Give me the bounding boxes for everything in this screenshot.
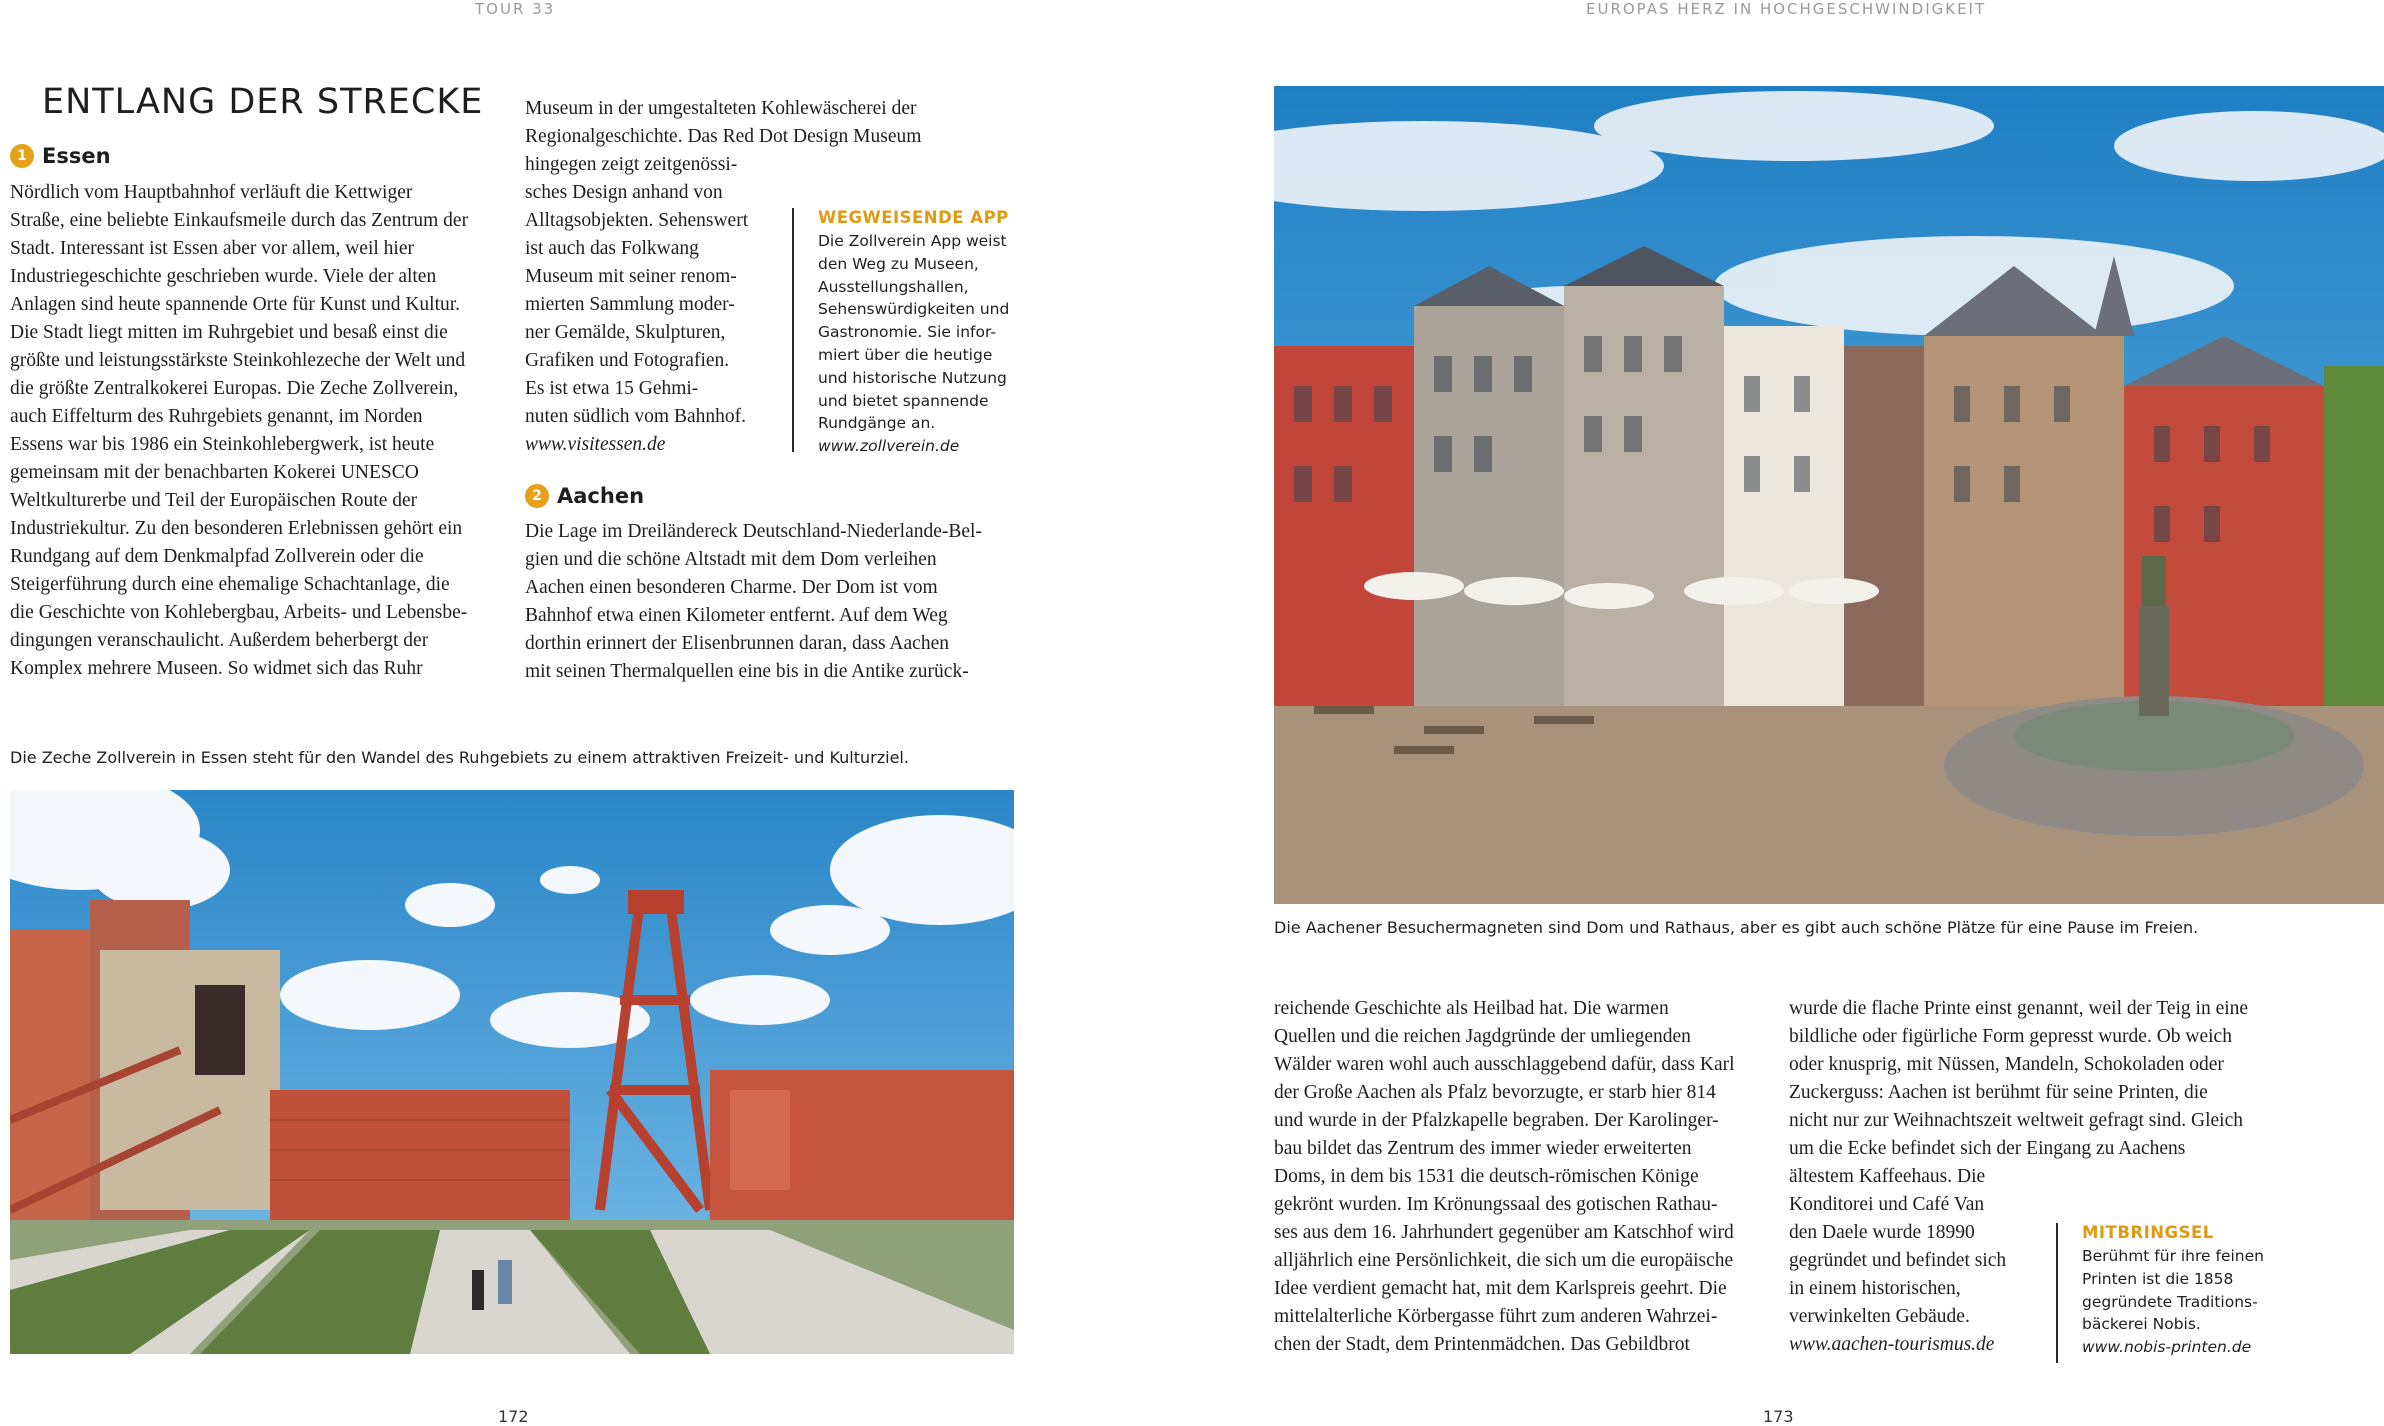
text-line: Industriegeschichte geschrieben wurde. Viele der alten [10,266,437,287]
text-line: ses aus dem 16. Jahrhundert gegenüber am Katschhof wird [1274,1222,1734,1243]
app-infobox-title: WEGWEISENDE APP [818,208,1009,227]
app-infobox [792,208,1010,456]
text-line: Nördlich vom Hauptbahnhof verläuft die Kettwiger [10,182,413,203]
aachen-body-text-column-1 [1274,995,1735,1359]
text-line: den Weg zu Museen, [818,254,979,273]
text-line: gekrönt wurden. Im Krönungssaal des gotischen Rathau- [1274,1194,1718,1215]
aachen-number-badge: 2 [525,484,549,508]
text-line: mittelalterliche Körbergasse führt zum anderen Wahrzei- [1274,1306,1718,1327]
website-link[interactable]: www.visitessen.de [525,434,666,455]
text-line: chen der Stadt, dem Printenmädchen. Das Gebildbrot [1274,1334,1690,1355]
text-line: die Geschichte von Kohlebergbau, Arbeits- und Lebensbe- [10,602,468,623]
text-line: Wälder waren wohl auch ausschlaggebend dafür, dass Karl [1274,1054,1735,1075]
text-line: bäckerei Nobis. [2082,1315,2201,1334]
text-line: der Große Aachen als Pfalz bevorzugte, er starb hier 814 [1274,1082,1716,1103]
page-number-right: 173 [1763,1407,1794,1426]
text-line: Rundgang auf dem Denkmalpfad Zollverein oder die [10,546,424,567]
text-line: Doms, in dem bis 1531 die deutsch-römischen Könige [1274,1166,1699,1187]
aachen-heading [525,484,644,508]
text-line: ist auch das Folkwang [525,238,699,259]
aachen-title: Aachen [557,484,645,508]
text-line: Aachen einen besonderen Charme. Der Dom ist vom [525,577,938,598]
text-line: gegründet und befindet sich [1789,1250,2007,1271]
text-line: Ausstellungshallen, [818,277,969,296]
text-line: Konditorei und Café Van [1789,1194,1985,1215]
text-line: Steigerführung durch eine ehemalige Schachtanlage, die [10,574,450,595]
text-line: gegründete Traditions- [2082,1292,2258,1311]
text-line: bau bildet das Zentrum des immer wieder erweiterten [1274,1138,1692,1159]
text-line: hingegen zeigt zeitgenössi- [525,154,738,175]
text-line: Es ist etwa 15 Gehmi- [525,378,699,399]
text-line: Gastronomie. Sie infor- [818,323,996,342]
text-line: wurde die flache Printe einst genannt, weil der Teig in eine [1789,998,2249,1019]
running-head-right: EUROPAS HERZ IN HOCHGESCHWINDIGKEIT [1586,0,1987,18]
essen-heading [10,144,111,168]
text-line: den Daele wurde 18990 [1789,1222,1975,1243]
text-line: nicht nur zur Weihnachtszeit weltweit gefragt sind. Gleich [1789,1110,2244,1131]
website-link[interactable]: www.zollverein.de [818,437,960,456]
essen-title: Essen [42,144,111,168]
text-line: Grafiken und Fotografien. [525,350,730,371]
website-link[interactable]: www.aachen-tourismus.de [1789,1334,1995,1355]
text-line: oder knusprig, mit Nüssen, Mandeln, Schokoladen oder [1789,1054,2224,1075]
souvenir-infobox [2056,1223,2264,1363]
text-line: miert über die heutige [818,345,993,364]
text-line: Straße, eine beliebte Einkaufsmeile durch das Zentrum der [10,210,469,231]
text-line: die größte Zentralkokerei Europas. Die Zeche Zollverein, [10,378,459,399]
text-line: Printen ist die 1858 [2082,1269,2234,1288]
text-line: um die Ecke befindet sich der Eingang zu Aachens [1789,1138,2186,1159]
aachen-market-photo [1274,86,2384,904]
app-infobox-text [818,230,1009,458]
text-line: und bietet spannende [818,391,989,410]
text-line: Alltagsobjekten. Sehenswert [525,210,749,231]
text-line: Bahnhof etwa einen Kilometer entfernt. Auf dem Weg [525,605,948,626]
text-line: gien und die schöne Altstadt mit dem Dom verleihen [525,549,937,570]
text-line: Essens war bis 1986 ein Steinkohlebergwerk, ist heute [10,434,435,455]
zollverein-photo-caption: Die Zeche Zollverein in Essen steht für den Wandel des Ruhgebiets zu einem attraktiven Freizeit- und Kulturziel. [10,748,909,767]
text-line: größte und leistungsstärkste Steinkohlezeche der Welt und [10,350,466,371]
souvenir-infobox-title: MITBRINGSEL [2082,1223,2214,1242]
text-line: dingungen veranschaulicht. Außerdem beherbergt der [10,630,429,651]
page-number-left: 172 [498,1407,529,1426]
text-line: Berühmt für ihre feinen [2082,1247,2264,1265]
text-line: Die Lage im Dreiländereck Deutschland-Niederlande-Bel- [525,521,982,542]
text-line: gemeinsam mit der benachbarten Kokerei UNESCO [10,462,419,483]
text-line: sches Design anhand von [525,182,723,203]
aachen-photo-caption: Die Aachener Besuchermagneten sind Dom und Rathaus, aber es gibt auch schöne Plätze für eine Pause im Freien. [1274,918,2199,937]
text-line: Die Stadt liegt mitten im Ruhrgebiet und besaß einst die [10,322,448,343]
text-line: Anlagen sind heute spannende Orte für Kunst und Kultur. [10,294,461,315]
text-line: Stadt. Interessant ist Essen aber vor allem, weil hier [10,238,414,259]
essen-body-text [10,179,468,683]
text-line: bildliche oder figürliche Form gepresst wurde. Ob weich [1789,1026,2232,1047]
text-line: nuten südlich vom Bahnhof. [525,406,746,427]
text-line: ältestem Kaffeehaus. Die [1789,1166,1986,1187]
text-line: Die Zollverein App weist [818,232,1007,250]
text-line: in einem historischen, [1789,1278,1961,1299]
text-line: alljährlich eine Persönlichkeit, die sich um die europäische [1274,1250,1734,1271]
text-line: Sehenswürdigkeiten und [818,300,1010,319]
text-line: verwinkelten Gebäude. [1789,1306,1970,1327]
aachen-body-text [525,518,982,686]
website-link[interactable]: www.nobis-printen.de [2082,1338,2252,1357]
text-line: Museum mit seiner renom- [525,266,737,287]
text-line: Komplex mehrere Museen. So widmet sich das Ruhr [10,658,423,679]
text-line: ner Gemälde, Skulpturen, [525,322,726,343]
text-line: Quellen und die reichen Jagdgründe der umliegenden [1274,1026,1691,1047]
text-line: und historische Nutzung [818,368,1007,387]
text-line: Rundgänge an. [818,414,936,433]
text-line: dorthin erinnert der Elisenbrunnen daran, dass Aachen [525,633,949,654]
text-line: auch Eiffelturm des Ruhrgebiets genannt, im Norden [10,406,423,427]
text-line: mierten Sammlung moder- [525,294,735,315]
text-line: Industriekultur. Zu den besonderen Erlebnissen gehört ein [10,518,463,539]
text-line: reichende Geschichte als Heilbad hat. Die warmen [1274,998,1669,1019]
souvenir-infobox-text [2082,1245,2264,1359]
text-line: Regionalgeschichte. Das Red Dot Design Museum [525,126,922,147]
text-line: Weltkulturerbe und Teil der Europäischen Route der [10,490,418,511]
running-head-left: TOUR 33 [475,0,556,18]
text-line: Zuckerguss: Aachen ist berühmt für seine Printen, die [1789,1082,2208,1103]
text-line: Museum in der umgestalteten Kohlewäscherei der [525,98,917,119]
section-title: ENTLANG DER STRECKE [42,82,484,122]
text-line: und wurde in der Pfalzkapelle begraben. Der Karolinger- [1274,1110,1719,1131]
text-line: mit seinen Thermalquellen eine bis in die Antike zurück- [525,661,969,682]
zollverein-photo [10,790,1014,1354]
essen-number-badge: 1 [10,144,34,168]
text-line: Idee verdient gemacht hat, mit dem Karlspreis geehrt. Die [1274,1278,1727,1299]
